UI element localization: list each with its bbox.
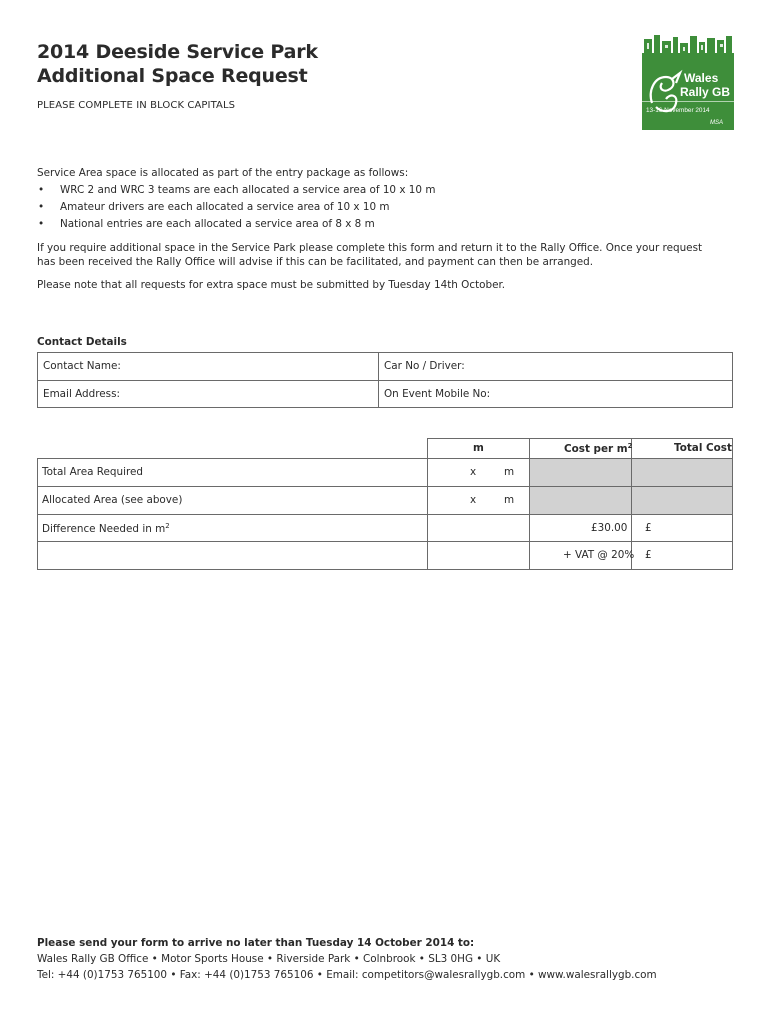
deadline-note: Please note that all requests for extra space must be submitted by Tuesday 14th October.	[37, 279, 506, 291]
logo-text-rally-gb: Rally GB	[680, 85, 731, 99]
car-driver-field[interactable]: Car No / Driver:	[384, 360, 465, 372]
submission-deadline: Please send your form to arrive no later than Tuesday 14 October 2014 to:	[37, 937, 475, 949]
logo-dates: 13-16 November 2014	[646, 107, 710, 114]
pound-sign: £	[645, 549, 652, 561]
shaded-cell	[530, 459, 631, 486]
row-label-total-area: Total Area Required	[42, 466, 144, 478]
row-label-allocated-area: Allocated Area (see above)	[42, 494, 183, 506]
cost-table	[37, 438, 733, 570]
bullet-icon: •	[38, 218, 45, 230]
contact-details-table	[37, 352, 733, 408]
bullet-icon: •	[38, 201, 45, 213]
wales-rally-gb-logo	[642, 33, 734, 130]
footer	[37, 935, 657, 983]
allocation-intro: Service Area space is allocated as part of the entry package as follows:	[37, 167, 409, 179]
bullet-icon: •	[38, 184, 45, 196]
msa-badge: MSA	[710, 120, 724, 126]
title-line-2: Additional Space Request	[37, 65, 308, 87]
additional-space-paragraph: If you require additional space in the Service Park please complete this form and return it to the Rally Office. Once your request has been received the Rally Office will advise if this can be facilitated, and payment can then be arranged.	[37, 242, 703, 268]
list-item: • National entries are each allocated a service area of 8 x 8 m	[38, 218, 375, 230]
allocation-list	[37, 183, 435, 234]
email-address-field[interactable]: Email Address:	[43, 388, 121, 400]
times-sign: x	[470, 494, 477, 506]
col-header-m: m	[473, 442, 484, 454]
contact-name-field[interactable]: Contact Name:	[43, 360, 121, 372]
col-header-total: Total Cost	[674, 442, 732, 454]
shaded-cell	[530, 487, 631, 514]
row-label-difference: Difference Needed in $m^2$	[42, 522, 170, 535]
list-item: • Amateur drivers are each allocated a service area of 10 x 10 m	[38, 201, 390, 213]
shaded-cell	[632, 459, 733, 486]
vat-label: + VAT @ 20%	[563, 549, 635, 561]
col-header-cost: Cost per $m^2$	[564, 442, 633, 455]
contact-details-heading: Contact Details	[37, 336, 127, 348]
times-sign: x	[470, 466, 477, 478]
metre-unit: m	[504, 466, 515, 478]
pound-sign: £	[645, 522, 652, 534]
metre-unit: m	[504, 494, 515, 506]
page-title	[37, 40, 318, 88]
logo-graphic	[642, 33, 734, 130]
list-item: • WRC 2 and WRC 3 teams are each allocated a service area of 10 x 10 m	[38, 184, 436, 196]
logo-text-wales: Wales	[684, 71, 719, 85]
logo-splatter	[644, 35, 732, 55]
mobile-field[interactable]: On Event Mobile No:	[384, 388, 491, 400]
rate-value: £30.00	[591, 522, 628, 534]
shaded-cell	[632, 487, 733, 514]
block-capitals-instruction: PLEASE COMPLETE IN BLOCK CAPITALS	[37, 100, 236, 111]
office-address: Wales Rally GB Office • Motor Sports House • Riverside Park • Colnbrook • SL3 0HG • UK	[37, 953, 501, 965]
contact-numbers[interactable]: Tel: +44 (0)1753 765100 • Fax: +44 (0)1753 765106 • Email: competitors@walesrallygb.com • www.walesrallygb.com	[37, 969, 657, 981]
title-line-1: 2014 Deeside Service Park	[37, 41, 318, 63]
